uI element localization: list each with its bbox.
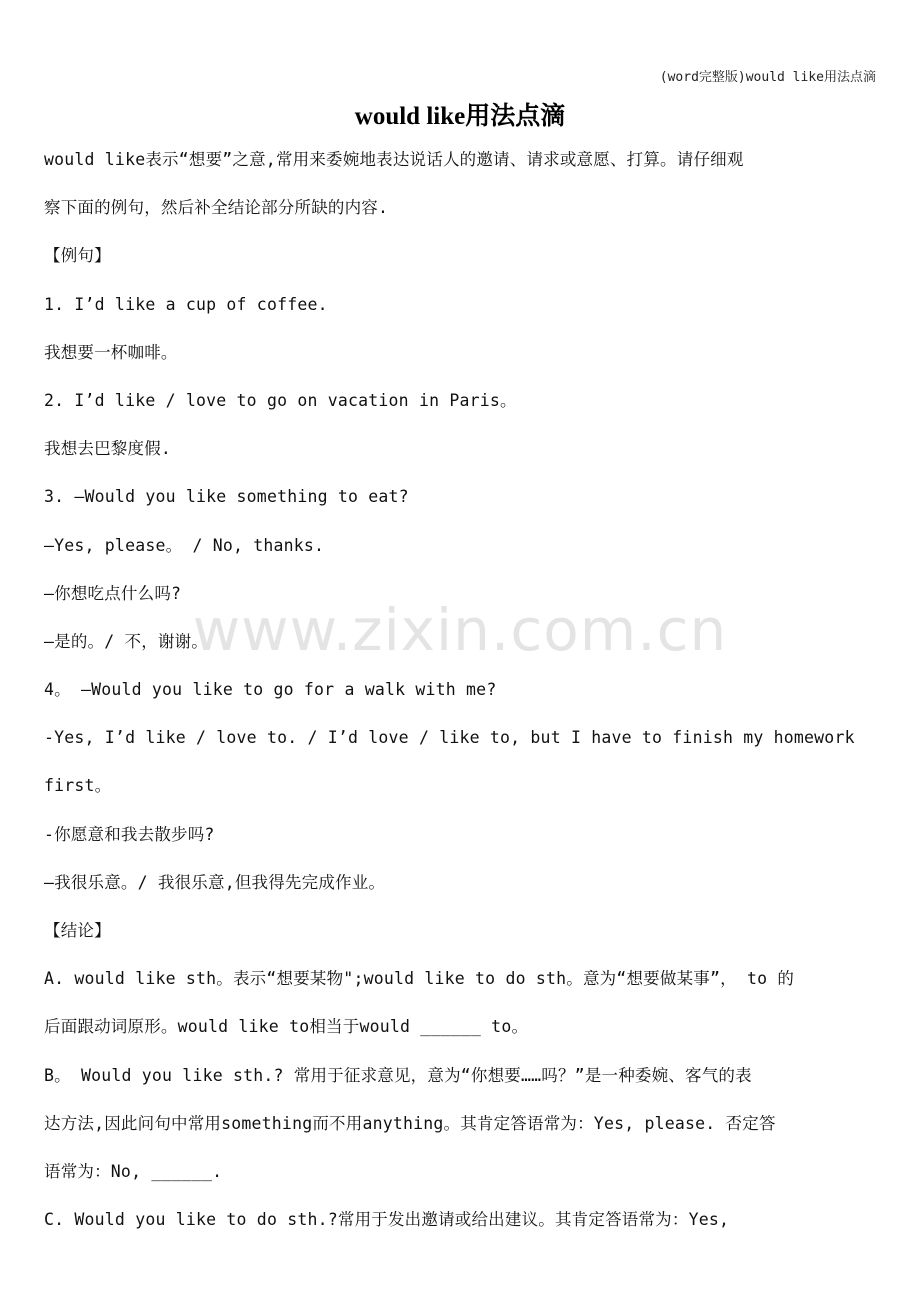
section-heading-conclusion: 【结论】	[44, 921, 111, 940]
paragraph-line: 察下面的例句，然后补全结论部分所缺的内容.	[44, 198, 389, 218]
example-translation: —我很乐意。/ 我很乐意,但我得先完成作业。	[44, 872, 386, 892]
example-translation: —是的。/ 不，谢谢。	[44, 631, 209, 651]
example-line: first。	[44, 776, 112, 796]
conclusion-line: C. Would you like to do sth.?常用于发出邀请或给出建议。其肯定答语常为：Yes,	[44, 1210, 730, 1230]
example-line: 1. I’d like a cup of coffee.	[44, 294, 328, 314]
example-line: 3. —Would you like something to eat?	[44, 487, 409, 507]
conclusion-line: 后面跟动词原形。would like to相当于would ______ to。	[44, 1017, 529, 1037]
conclusion-line: B。 Would you like sth.? 常用于征求意见，意为“你想要……吗？”是一种委婉、客气的表	[44, 1065, 752, 1085]
example-line: —Yes, please。 / No, thanks.	[44, 535, 325, 555]
example-translation: 我想要一杯咖啡。	[44, 342, 178, 362]
example-translation: 我想去巴黎度假.	[44, 439, 172, 459]
paragraph-line: would like表示“想要”之意,常用来委婉地表达说话人的邀请、请求或意愿、打算。请仔细观	[44, 150, 744, 169]
example-line: -Yes, I’d like / love to. / I’d love / like to, but I have to finish my homework	[44, 728, 855, 748]
section-heading-examples: 【例句】	[44, 246, 111, 266]
conclusion-line: A. would like sth。表示“想要某物";would like to do sth。意为“想要做某事”， to 的	[44, 969, 795, 989]
watermark: www.zixin.com.cn	[192, 596, 728, 664]
conclusion-line: 语常为：No, ______.	[44, 1161, 223, 1181]
example-line: 4。 —Would you like to go for a walk with me?	[44, 680, 497, 700]
header-note: (word完整版)would like用法点滴	[659, 70, 876, 85]
example-line: 2. I’d like / love to go on vacation in Paris。	[44, 390, 517, 410]
page-title: would like用法点滴	[354, 103, 566, 130]
example-translation: —你想吃点什么吗?	[44, 583, 182, 603]
example-translation: -你愿意和我去散步吗?	[44, 824, 215, 844]
document-body	[44, 142, 884, 1250]
conclusion-line: 达方法,因此问句中常用something而不用anything。其肯定答语常为：Yes, please. 否定答	[44, 1113, 776, 1133]
